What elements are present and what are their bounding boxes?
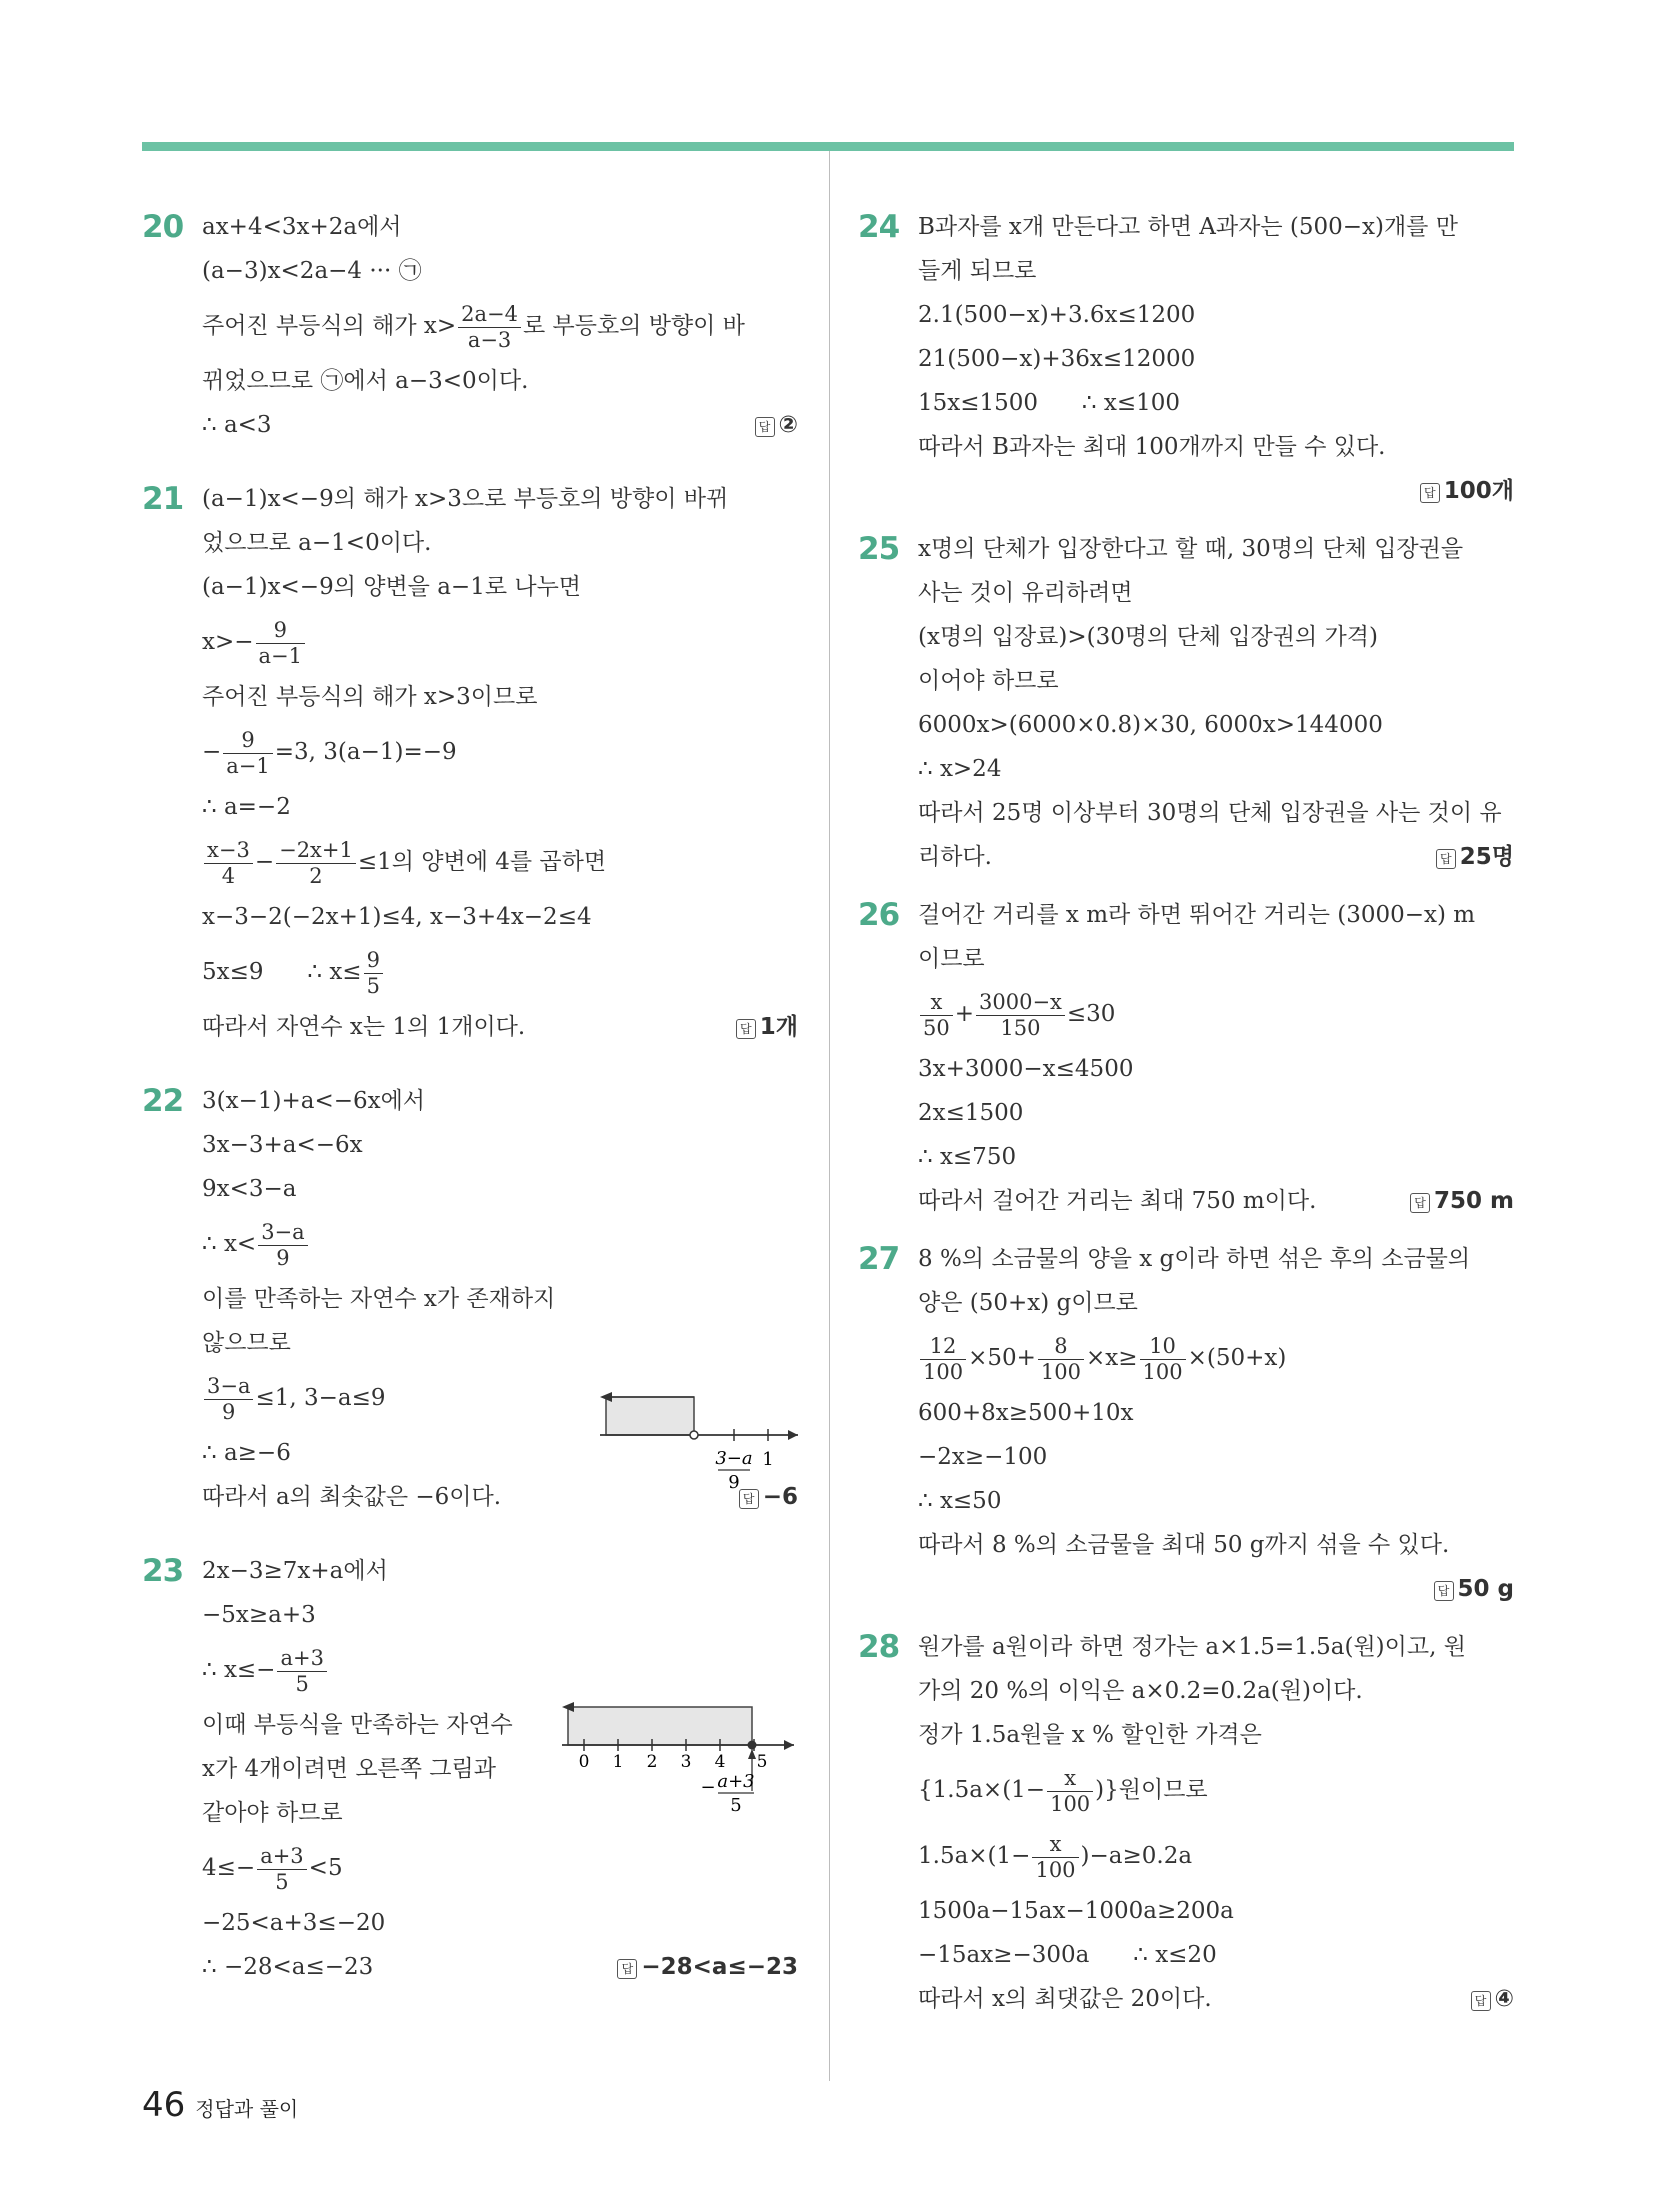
answer-mark-icon: 답: [739, 1489, 759, 1509]
fraction: $\frac{9}{5}$: [364, 948, 383, 999]
solution-line: 이므로: [918, 946, 985, 972]
solution-line: 1500a−15ax−1000a≥200a: [918, 1898, 1234, 1924]
top-accent-bar: [142, 142, 1514, 151]
solution-line: 주어진 부등식의 해가 x> $\frac{2a-4}{a-3}$ 로 부등호의 방향이 바: [202, 301, 745, 352]
problem-26: [858, 893, 1514, 1223]
fraction: $\frac{x}{100}$: [1047, 1766, 1093, 1817]
problem-20: [142, 205, 798, 447]
answer-mark-icon: 답: [1420, 483, 1440, 503]
tick-label: 9: [728, 1472, 740, 1493]
fraction: $\frac{a+3}{5}$: [257, 1844, 306, 1895]
solution-line: 5x≤9 ∴ x≤ $\frac{9}{5}$: [202, 939, 798, 1005]
solution-line: x>− $\frac{9}{a-1}$: [202, 609, 798, 675]
solution-line: 이어야 하므로: [918, 668, 1059, 694]
shaded-region: [568, 1707, 752, 1745]
answer-badge: 답 ②: [755, 403, 798, 447]
fraction: $\frac{10}{100}$: [1140, 1334, 1186, 1385]
solution-line: x가 4개이려면 오른쪽 그림과: [202, 1756, 496, 1782]
answer-badge: 답 1개: [736, 1005, 798, 1049]
number-line-figure-23: [562, 1699, 798, 1824]
fraction: $\frac{3-a}{9}$: [258, 1220, 307, 1271]
solution-line: ax+4<3x+2a에서: [202, 214, 402, 240]
answer-badge: 답 −28<a≤−23: [617, 1945, 798, 1989]
solution-line: 양은 (50+x) g이므로: [918, 1290, 1138, 1316]
solution-line: 따라서 B과자는 최대 100개까지 만들 수 있다.: [918, 434, 1386, 460]
solution-line: 정가 1.5a원을 x % 할인한 가격은: [918, 1722, 1262, 1748]
solution-line: B과자를 x개 만든다고 하면 A과자는 (500−x)개를 만: [918, 214, 1458, 240]
solution-line: 따라서 걸어간 거리는 최대 750 m이다. 답 750 m: [918, 1179, 1514, 1223]
solution-line: 따라서 x의 최댓값은 20이다. 답 ④: [918, 1977, 1514, 2021]
fraction: $\frac{3000-x}{150}$: [976, 990, 1065, 1041]
fraction: $\frac{9}{a-1}$: [256, 618, 305, 669]
solution-line: 가의 20 %의 이익은 a×0.2=0.2a(원)이다.: [918, 1678, 1363, 1704]
solution-line: 9x<3−a: [202, 1176, 297, 1202]
problem-number: 25: [858, 531, 900, 567]
solution-line: ∴ x≤50: [918, 1488, 1002, 1514]
solution-line: x명의 단체가 입장한다고 할 때, 30명의 단체 입장권을: [918, 536, 1464, 562]
problem-number: 26: [858, 897, 900, 933]
answer-mark-icon: 답: [755, 417, 775, 437]
problem-28: [858, 1625, 1514, 2021]
tick-label: a+3: [717, 1771, 755, 1792]
solution-line: 걸어간 거리를 x m라 하면 뛰어간 거리는 (3000−x) m: [918, 902, 1476, 928]
solution-line: 주어진 부등식의 해가 x>3이므로: [202, 684, 538, 710]
fraction: $\frac{x}{100}$: [1032, 1832, 1078, 1883]
fraction: $\frac{8}{100}$: [1038, 1334, 1084, 1385]
answer-badge: 답 −6: [739, 1475, 798, 1519]
solution-line: 600+8x≥500+10x: [918, 1400, 1134, 1426]
answer-mark-icon: 답: [1471, 1991, 1491, 2011]
closed-point: [748, 1741, 757, 1750]
solution-line: 같아야 하므로: [202, 1800, 343, 1826]
solution-line: −15ax≥−300a ∴ x≤20: [918, 1942, 1217, 1968]
solution-line: 이때 부등식을 만족하는 자연수: [202, 1712, 513, 1738]
page-number: 46: [142, 2085, 186, 2125]
solution-line: $\frac{x}{50}$ + $\frac{3000-x}{150}$ ≤30: [918, 981, 1514, 1047]
solution-line: $\frac{3-a}{9}$ ≤1, 3−a≤9: [202, 1365, 798, 1431]
solution-line: 이를 만족하는 자연수 x가 존재하지: [202, 1286, 556, 1312]
solution-line: ∴ a=−2: [202, 794, 291, 820]
solution-line: 2.1(500−x)+3.6x≤1200: [918, 302, 1196, 328]
tick-label: −: [700, 1777, 716, 1798]
answer-mark-icon: 답: [1434, 1581, 1454, 1601]
solution-line: 었으므로 a−1<0이다.: [202, 530, 432, 556]
answer-mark-icon: 답: [1410, 1193, 1430, 1213]
left-column: [142, 205, 798, 1989]
column-divider: [829, 151, 830, 2081]
solution-line: 3x−3+a<−6x: [202, 1132, 363, 1158]
tick-label: 1: [612, 1752, 624, 1772]
solution-line: 3x+3000−x≤4500: [918, 1056, 1134, 1082]
tick-label: 4: [714, 1752, 726, 1772]
solution-line: ∴ x>24: [918, 756, 1002, 782]
solution-line: 리하다. 답 25명: [918, 835, 1514, 879]
problem-27: [858, 1237, 1514, 1611]
fraction: $\frac{12}{100}$: [920, 1334, 966, 1385]
solution-line: −2x≥−100: [918, 1444, 1048, 1470]
solution-line: 따라서 자연수 x는 1의 1개이다. 답 1개: [202, 1005, 798, 1049]
problem-23: [142, 1549, 798, 1989]
answer-badge: 답 50 g: [1434, 1567, 1514, 1611]
solution-line: (a−3)x<2a−4 ··· ㉠: [202, 258, 422, 284]
answer-badge: 답 750 m: [1410, 1179, 1514, 1223]
fraction: $\frac{3-a}{9}$: [204, 1374, 253, 1425]
solution-line: 따라서 25명 이상부터 30명의 단체 입장권을 사는 것이 유: [918, 800, 1502, 826]
solution-line: 원가를 a원이라 하면 정가는 a×1.5=1.5a(원)이고, 원: [918, 1634, 1466, 1660]
answer-badge: 답 25명: [1436, 835, 1514, 879]
tick-label: 5: [756, 1752, 768, 1772]
problem-number: 28: [858, 1629, 900, 1665]
solution-line: ∴ a<3 답 ②: [202, 403, 798, 447]
solution-line: 21(500−x)+36x≤12000: [918, 346, 1196, 372]
solution-line: −25<a+3≤−20: [202, 1910, 386, 1936]
tick-label: 0: [578, 1752, 590, 1772]
solution-line: 6000x>(6000×0.8)×30, 6000x>144000: [918, 712, 1383, 738]
problem-21: [142, 477, 798, 1049]
answer-mark-icon: 답: [617, 1959, 637, 1979]
right-column: [858, 205, 1514, 2021]
problem-number: 24: [858, 209, 900, 245]
solution-line: 않으므로: [202, 1330, 291, 1356]
fraction: $\frac{a+3}{5}$: [277, 1646, 326, 1697]
pointer-arrow: [748, 1749, 756, 1759]
solution-line: ∴ x≤− $\frac{a+3}{5}$: [202, 1637, 798, 1703]
solution-line: [918, 1567, 1514, 1611]
solution-line: ∴ x≤750: [918, 1144, 1017, 1170]
solution-line: 따라서 a의 최솟값은 −6이다. 답 −6: [202, 1475, 798, 1519]
answer-mark-icon: 답: [1436, 849, 1456, 869]
solution-line: {1.5a×(1− $\frac{x}{100}$ )}원이므로: [918, 1765, 1208, 1816]
solution-line: (x명의 입장료)>(30명의 단체 입장권의 가격): [918, 624, 1378, 650]
tick-label: 2: [646, 1752, 658, 1772]
fraction: $\frac{-2x+1}{2}$: [276, 838, 356, 889]
problem-25: [858, 527, 1514, 879]
answer-badge: 답 ④: [1471, 1977, 1514, 2021]
fraction: $\frac{x}{50}$: [920, 990, 953, 1041]
fraction: $\frac{9}{a-1}$: [223, 728, 272, 779]
problem-number: 21: [142, 481, 184, 517]
page-footer: [142, 2085, 298, 2125]
solution-line: 사는 것이 유리하려면: [918, 580, 1133, 606]
solution-line: (a−1)x<−9의 해가 x>3으로 부등호의 방향이 바뀌: [202, 486, 729, 512]
solution-line: $\frac{12}{100}$ ×50+ $\frac{8}{100}$ ×x≥ $\frac{10}{100}$ ×(50+x): [918, 1325, 1514, 1391]
solution-line: ∴ a≥−6: [202, 1440, 291, 1466]
arrow-right: [784, 1740, 794, 1750]
solution-line: 들게 되므로: [918, 258, 1037, 284]
solution-line: $\frac{x-3}{4}$ − $\frac{-2x+1}{2}$ ≤1의 양변에 4를 곱하면: [202, 829, 798, 895]
fraction: $\frac{2a-4}{a-3}$: [458, 302, 521, 353]
problem-number: 27: [858, 1241, 900, 1277]
answer-badge: 답 100개: [1420, 469, 1514, 513]
tick-label: 3−a: [715, 1448, 753, 1469]
solution-line: 뀌었으므로 ㉠에서 a−3<0이다.: [202, 368, 529, 394]
problem-number: 23: [142, 1553, 184, 1589]
problem-22: [142, 1079, 798, 1519]
solution-line: 2x−3≥7x+a에서: [202, 1558, 388, 1584]
tick-label: 1: [762, 1449, 774, 1470]
solution-line: 따라서 8 %의 소금물을 최대 50 g까지 섞을 수 있다.: [918, 1532, 1450, 1558]
solution-line: 4≤− $\frac{a+3}{5}$ <5: [202, 1843, 343, 1894]
solution-line: 2x≤1500: [918, 1100, 1024, 1126]
tick-label: 5: [730, 1795, 742, 1816]
fraction: $\frac{x-3}{4}$: [204, 838, 253, 889]
solution-line: 3(x−1)+a<−6x에서: [202, 1088, 426, 1114]
solution-line: 8 %의 소금물의 양을 x g이라 하면 섞은 후의 소금물의: [918, 1246, 1471, 1272]
solution-line: [918, 469, 1514, 513]
solution-line: −5x≥a+3: [202, 1602, 316, 1628]
solution-line: x−3−2(−2x+1)≤4, x−3+4x−2≤4: [202, 904, 592, 930]
solution-line: ∴ −28<a≤−23 답 −28<a≤−23: [202, 1945, 798, 1989]
solution-line: − $\frac{9}{a-1}$ =3, 3(a−1)=−9: [202, 727, 457, 778]
problem-number: 22: [142, 1083, 184, 1119]
problem-24: [858, 205, 1514, 513]
page-label: 정답과 풀이: [195, 2097, 299, 2121]
tick-label: 3: [680, 1752, 692, 1772]
solution-line: 15x≤1500 ∴ x≤100: [918, 390, 1180, 416]
problem-number: 20: [142, 209, 184, 245]
solution-line: (a−1)x<−9의 양변을 a−1로 나누면: [202, 574, 582, 600]
solution-line: 1.5a×(1− $\frac{x}{100}$ )−a≥0.2a: [918, 1831, 1193, 1882]
answer-mark-icon: 답: [736, 1019, 756, 1039]
solution-line: ∴ x< $\frac{3-a}{9}$: [202, 1211, 798, 1277]
